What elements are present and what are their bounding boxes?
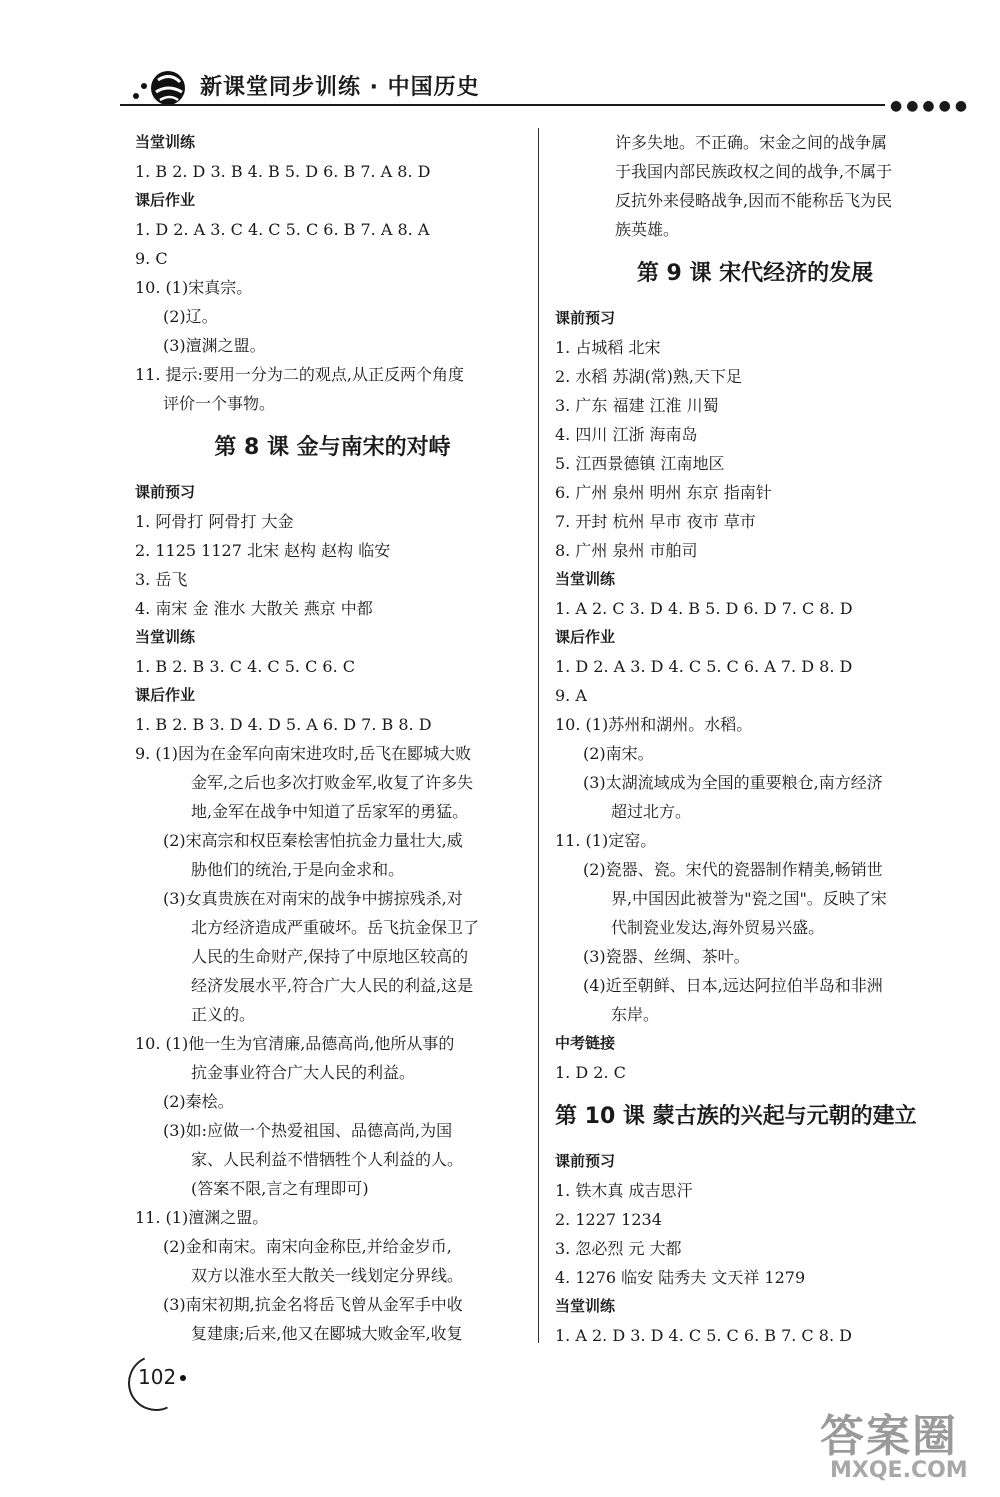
section-heading: 当堂训练 (555, 570, 616, 588)
page-number-badge (128, 1355, 198, 1405)
answer-line: 8. 广州 泉州 市舶司 (555, 541, 698, 560)
right-column (555, 128, 955, 1350)
answer-line: 界,中国因此被誉为"瓷之国"。反映了宋 (611, 889, 887, 908)
answer-line: 双方以淮水至大散关一线划定分界线。 (191, 1266, 464, 1285)
answer-line: (2)瓷器、瓷。宋代的瓷器制作精美,畅销世 (583, 860, 883, 879)
answer-line: (2)宋高宗和权臣秦桧害怕抗金力量壮大,威 (163, 831, 463, 850)
answer-line: (2)南宋。 (583, 744, 654, 763)
answer-line: 许多失地。不正确。宋金之间的战争属 (615, 133, 888, 152)
answer-line: 胁他们的统治,于是向金求和。 (191, 860, 405, 879)
section-heading: 课前预习 (135, 483, 196, 501)
section-heading: 当堂训练 (555, 1297, 616, 1315)
answer-line: 1. A 2. D 3. D 4. C 5. C 6. B 7. C 8. D (555, 1326, 852, 1345)
answer-line: 家、人民利益不惜牺牲个人利益的人。 (191, 1150, 464, 1169)
answer-line: 6. 广州 泉州 明州 东京 指南针 (555, 483, 772, 502)
answer-line: 1. B 2. D 3. B 4. B 5. D 6. B 7. A 8. D (135, 162, 431, 181)
answer-line: 人民的生命财产,保持了中原地区较高的 (191, 947, 469, 966)
answer-line: (2)秦桧。 (163, 1092, 234, 1111)
answer-line: 4. 南宋 金 淮水 大散关 燕京 中都 (135, 599, 373, 618)
answer-line: (3)瓷器、丝绸、茶叶。 (583, 947, 750, 966)
answer-line: 11. (1)定窑。 (555, 831, 657, 850)
answer-line: 于我国内部民族政权之间的战争,不属于 (615, 162, 893, 181)
answer-line: 1. 占城稻 北宋 (555, 338, 661, 357)
answer-line: 评价一个事物。 (163, 394, 276, 413)
answer-line: 东岸。 (611, 1005, 660, 1024)
answer-line: 11. 提示:要用一分为二的观点,从正反两个角度 (135, 365, 465, 384)
watermark-sub-text: MXQE.COM (830, 1458, 968, 1483)
answer-line: 经济发展水平,符合广大人民的利益,这是 (191, 976, 474, 995)
answer-line: 1. B 2. B 3. D 4. D 5. A 6. D 7. B 8. D (135, 715, 432, 734)
section-heading: 课后作业 (135, 686, 196, 704)
lesson-heading: 第 8 课 金与南宋的对峙 (214, 435, 451, 460)
answer-line: 1. D 2. A 3. D 4. C 5. C 6. A 7. D 8. D (555, 657, 853, 676)
section-heading: 当堂训练 (135, 133, 196, 151)
left-column (135, 128, 530, 1348)
answer-line: 3. 忽必烈 元 大都 (555, 1239, 682, 1258)
answer-line: 10. (1)苏州和湖州。水稻。 (555, 715, 753, 734)
answer-line: 1. 铁木真 成吉思汗 (555, 1181, 693, 1200)
header-rule (120, 104, 885, 106)
section-heading: 中考链接 (555, 1034, 616, 1052)
answer-line: (3)女真贵族在对南宋的战争中掳掠残杀,对 (163, 889, 463, 908)
answer-line: 9. (1)因为在金军向南宋进攻时,岳飞在郾城大败 (135, 744, 472, 763)
answer-line: 1. B 2. B 3. C 4. C 5. C 6. C (135, 657, 356, 676)
answer-line: (2)金和南宋。南宋向金称臣,并给金岁币, (163, 1237, 452, 1256)
answer-line: 复建康;后来,他又在郾城大败金军,收复 (191, 1324, 463, 1343)
answer-line: 4. 1276 临安 陆秀夫 文天祥 1279 (555, 1268, 806, 1287)
section-heading: 当堂训练 (135, 628, 196, 646)
answer-line: 2. 1227 1234 (555, 1210, 662, 1229)
page-number: 102 (138, 1365, 177, 1389)
page-number-dot (180, 1375, 186, 1381)
answer-line: (3)太湖流域成为全国的重要粮仓,南方经济 (583, 773, 883, 792)
answer-line: 10. (1)他一生为官清廉,品德高尚,他所从事的 (135, 1034, 455, 1053)
lesson-heading: 第 9 课 宋代经济的发展 (636, 261, 874, 286)
header-dots: ●●●●● (890, 98, 972, 114)
answer-line: 金军,之后也多次打败金军,收复了许多失 (191, 773, 474, 792)
header-title: 新课堂同步训练 · 中国历史 (200, 75, 480, 100)
section-heading: 课前预习 (555, 1152, 616, 1170)
answer-line: (3)南宋初期,抗金名将岳飞曾从金军手中收 (163, 1295, 463, 1314)
answer-line: 1. 阿骨打 阿骨打 大金 (135, 512, 294, 531)
section-heading: 课后作业 (135, 191, 196, 209)
answer-line: 1. D 2. A 3. C 4. C 5. C 6. B 7. A 8. A (135, 220, 430, 239)
column-divider (538, 128, 539, 1343)
answer-line: 11. (1)澶渊之盟。 (135, 1208, 269, 1227)
watermark-logo (800, 1400, 970, 1490)
answer-line: (3)澶渊之盟。 (163, 336, 266, 355)
page-header (120, 62, 972, 114)
answer-line: 3. 岳飞 (135, 570, 188, 589)
answer-line: (2)辽。 (163, 307, 218, 326)
section-heading: 课后作业 (555, 628, 616, 646)
answer-line: (3)如:应做一个热爱祖国、品德高尚,为国 (163, 1121, 453, 1140)
answer-line: 2. 1125 1127 北宋 赵构 赵构 临安 (135, 541, 391, 560)
answer-line: 北方经济造成严重破坏。岳飞抗金保卫了 (191, 918, 480, 937)
answer-line: 代制瓷业发达,海外贸易兴盛。 (611, 918, 825, 937)
answer-line: 2. 水稻 苏湖(常)熟,天下足 (555, 367, 743, 386)
answer-line: 族英雄。 (615, 220, 680, 239)
answer-line: 5. 江西景德镇 江南地区 (555, 454, 725, 473)
answer-line: 10. (1)宋真宗。 (135, 278, 253, 297)
answer-line: (4)近至朝鲜、日本,远达阿拉伯半岛和非洲 (583, 976, 883, 995)
section-heading: 课前预习 (555, 309, 616, 327)
answer-line: 1. D 2. C (555, 1063, 626, 1082)
answer-line: 4. 四川 江浙 海南岛 (555, 425, 698, 444)
watermark-main-text: 答案圈 (820, 1411, 958, 1462)
answer-line: 3. 广东 福建 江淮 川蜀 (555, 396, 719, 415)
answer-line: (答案不限,言之有理即可) (191, 1179, 369, 1198)
answer-line: 1. A 2. C 3. D 4. B 5. D 6. D 7. C 8. D (555, 599, 853, 618)
answer-line: 9. C (135, 249, 168, 268)
answer-line: 7. 开封 杭州 早市 夜市 草市 (555, 512, 756, 531)
answer-line: 反抗外来侵略战争,因而不能称岳飞为民 (615, 191, 893, 210)
answer-line: 正义的。 (191, 1005, 256, 1024)
answer-line: 9. A (555, 686, 587, 705)
lesson-heading: 第 10 课 蒙古族的兴起与元朝的建立 (555, 1104, 917, 1129)
answer-line: 抗金事业符合广大人民的利益。 (191, 1063, 416, 1082)
answer-line: 超过北方。 (611, 802, 692, 821)
answer-line: 地,金军在战争中知道了岳家军的勇猛。 (191, 802, 469, 821)
book-series-logo-icon (130, 66, 190, 108)
